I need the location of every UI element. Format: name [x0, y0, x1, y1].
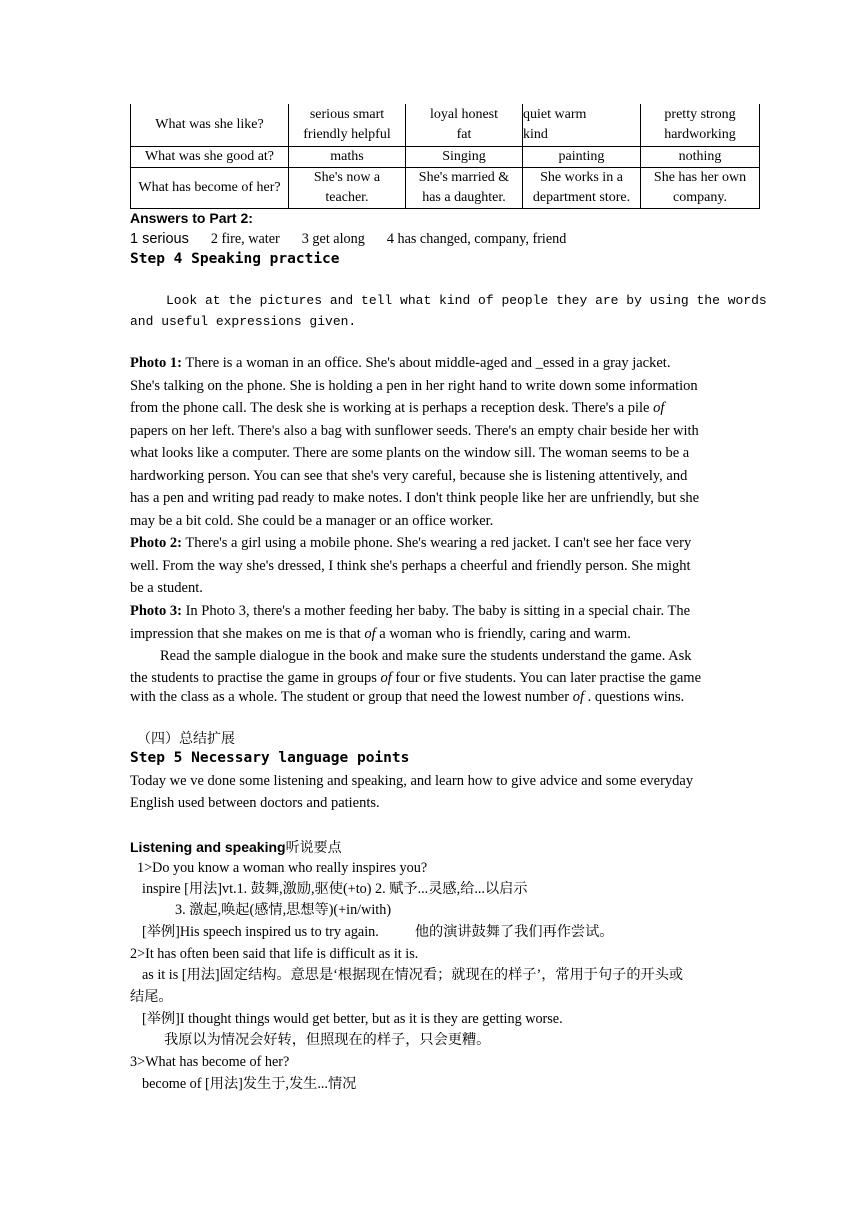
text-line: from the phone call. The desk she is working at is perhaps a reception desk. There's a pile: [130, 400, 654, 416]
step4-heading: Step 4 Speaking practice: [130, 251, 340, 267]
table-cell: What was she good at?: [131, 146, 289, 167]
text-line: the students to practise the game in groups: [130, 670, 381, 686]
answer-4: 4 has changed, company, friend: [386, 231, 567, 247]
text-line: impression that she makes on me is that: [130, 625, 365, 642]
example-zh: 他的演讲鼓舞了我们再作尝试。: [414, 924, 614, 940]
heading-zh: 听说要点: [285, 840, 342, 856]
point-2-example: [举例]I thought things would get better, but as it is they are getting worse.: [142, 1011, 563, 1027]
text-line: well. From the way she's dressed, I think she's perhaps a cheerful and friendly person. She might: [130, 557, 691, 574]
point-2-usage: as it is [用法]固定结构。意思是‘根据现在情况看；就现在的样子’，常用于句子的开头或: [142, 967, 684, 983]
answer-1: 1 serious: [130, 231, 189, 247]
text-line: be a student.: [130, 580, 203, 596]
table-cell: pretty strong hardworking: [641, 104, 760, 146]
text-line: She's talking on the phone. She is holding a pen in her right hand to write down some information: [130, 377, 698, 394]
point-1: 1>Do you know a woman who really inspires you?: [137, 860, 428, 876]
table-cell: nothing: [641, 146, 760, 167]
table-cell: She works in a department store.: [523, 167, 641, 208]
example-en: [举例]His speech inspired us to try again.: [142, 924, 379, 940]
point-2-usage-cont: 结尾。: [130, 989, 173, 1005]
table-cell: What has become of her?: [131, 167, 289, 208]
text-line: a woman who is friendly, caring and warm.: [375, 625, 631, 642]
table-cell: What was she like?: [131, 104, 289, 146]
sample-line1: Read the sample dialogue in the book and make sure the students understand the game. Ask: [160, 648, 692, 664]
summary-heading: （四）总结扩展: [137, 731, 235, 747]
text-line: hardworking person. You can see that she's very careful, because she is listening attentively, and: [130, 467, 688, 484]
text-italic: of: [380, 670, 392, 686]
table-cell: serious smart friendly helpful: [289, 104, 406, 146]
sample-line3: [130, 686, 684, 709]
text-line: . questions wins.: [583, 689, 685, 705]
point-1-example: [142, 922, 613, 943]
table-row: [131, 104, 760, 146]
answer-2: 2 fire, water: [210, 231, 280, 247]
step5-line1: Today we ve done some listening and speaking, and learn how to give advice and some everyday: [130, 773, 694, 789]
text-italic: of: [364, 625, 376, 642]
point-3-usage: become of [用法]发生于,发生...情况: [142, 1076, 357, 1092]
text-line: There's a girl using a mobile phone. She's wearing a red jacket. I can't see her face very: [181, 535, 692, 551]
point-2-example-zh: 我原以为情况会好转，但照现在的样子，只会更糟。: [164, 1032, 491, 1048]
answer-3: 3 get along: [301, 231, 365, 247]
photo2-paragraph: [130, 532, 733, 600]
table-cell: Singing: [406, 146, 523, 167]
comparison-table: [130, 104, 760, 209]
text-line: There is a woman in an office. She's about middle-aged and _essed in a gray jacket.: [181, 355, 671, 371]
photo1-label: Photo 1:: [130, 355, 182, 371]
text-italic: of: [653, 400, 665, 416]
photo1-paragraph: [130, 352, 733, 532]
table-cell: She has her own company.: [641, 167, 760, 208]
table-row: [131, 146, 760, 167]
table-cell: She's now a teacher.: [289, 167, 406, 208]
text-line: may be a bit cold. She could be a manager or an office worker.: [130, 512, 494, 529]
text-italic: of: [572, 689, 584, 705]
photo2-label: Photo 2:: [130, 535, 182, 551]
heading-en: Listening and speaking: [130, 839, 286, 855]
text-line: four or five students. You can later practise the game: [391, 670, 702, 686]
step4-instruction-line1: Look at the pictures and tell what kind of people they are by using the words: [166, 293, 767, 308]
table-cell: quiet warm kind: [523, 104, 641, 146]
step5-line2: English used between doctors and patients.: [130, 795, 380, 811]
step4-instruction-line2: and useful expressions given.: [130, 314, 357, 329]
text-line: papers on her left. There's also a bag with sunflower seeds. There's an empty chair beside her with: [130, 422, 699, 439]
text-line: what looks like a computer. There are some plants on the window sill. The woman seems to be a: [130, 445, 690, 461]
photo3-paragraph: [130, 600, 733, 645]
table-row: [131, 167, 760, 208]
table-cell: loyal honest fat: [406, 104, 523, 146]
table-cell: maths: [289, 146, 406, 167]
listening-speaking-heading: [130, 837, 342, 857]
point-3: 3>What has become of her?: [130, 1054, 290, 1070]
point-1-usage: inspire [用法]vt.1. 鼓舞,激励,驱使(+to) 2. 赋予...灵感,给...以启示: [142, 881, 528, 897]
photo3-label: Photo 3:: [130, 603, 182, 619]
point-1-usage-3: 3. 激起,唤起(感情,思想等)(+in/with): [175, 902, 392, 918]
point-2: 2>It has often been said that life is difficult as it is.: [130, 946, 419, 962]
table-cell: She's married & has a daughter.: [406, 167, 523, 208]
text-line: with the class as a whole. The student or group that need the lowest number: [130, 689, 573, 705]
answers-heading: Answers to Part 2:: [130, 210, 253, 226]
step5-heading: Step 5 Necessary language points: [130, 750, 410, 766]
text-line: has a pen and writing pad ready to make notes. I don't think people like her are unfriendly, but she: [130, 490, 700, 506]
text-line: In Photo 3, there's a mother feeding her baby. The baby is sitting in a special chair. The: [181, 603, 691, 619]
answers-line: [130, 229, 566, 250]
table-cell: painting: [523, 146, 641, 167]
